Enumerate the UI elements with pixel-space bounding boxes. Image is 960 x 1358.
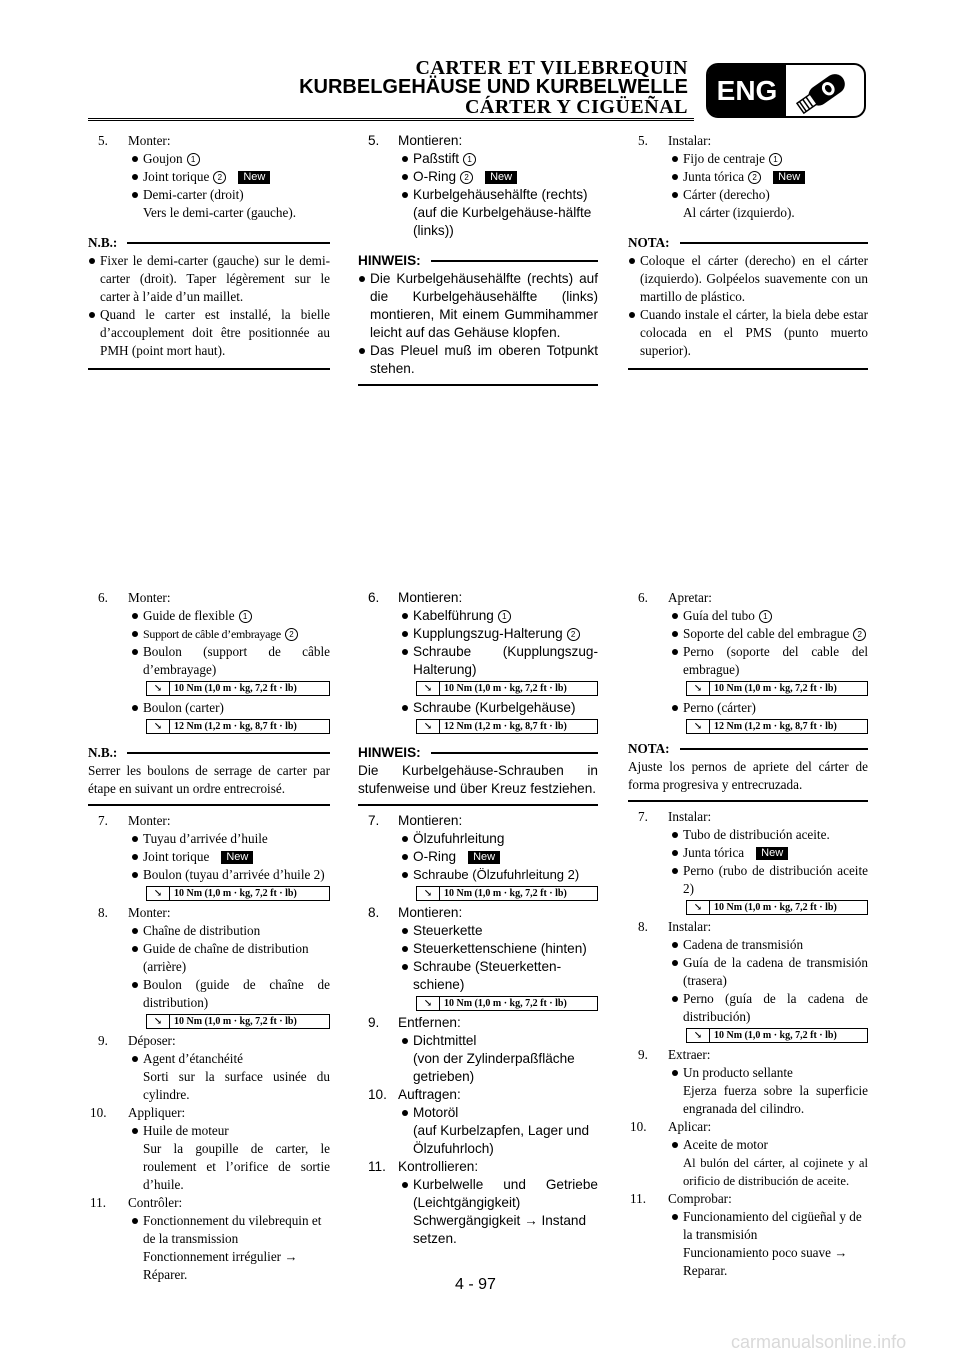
step-number: 5.: [98, 133, 108, 148]
torque-spec: ↘ 12 Nm (1,2 m · kg, 8,7 ft · lb): [146, 719, 330, 734]
spanish-section-top: [628, 132, 868, 370]
wrench-icon: ↘: [417, 887, 440, 900]
torque-spec: ↘ 10 Nm (1,0 m · kg, 7,2 ft · lb): [146, 886, 330, 901]
list-item: Perno (cárter): [683, 700, 756, 715]
list-item: Boulon (support de câble d’embrayage): [143, 644, 330, 677]
step-number: 8.: [368, 905, 380, 920]
list-item: Guide de chaîne de distribution (arrière): [143, 941, 309, 974]
note-item: Cuando instale el cárter, la biela debe estar colocada en el PMS (punto muerto superior).: [628, 306, 868, 360]
callout-ref: 1: [187, 153, 200, 166]
section-badge-label: ENG: [708, 65, 786, 116]
note-text: Serrer les boulons de serrage de carter par étape en suivant un ordre entrecroisé.: [88, 763, 330, 796]
list-subtext: Funcionamiento poco suave → Reparar.: [683, 1245, 848, 1278]
section-badge: [706, 63, 866, 118]
new-badge: New: [468, 851, 500, 864]
list-item: Schraube (Ölzufuhrleitung 2): [413, 867, 580, 882]
step-label: Montieren:: [398, 590, 463, 605]
list-subtext: Al bulón del cárter, al cojinete y al orificio de distribución de aceite.: [683, 1156, 868, 1188]
note-item: Die Kurbelgehäusehälfte (rechts) auf die Kurbelgehäusehälfte (links) montieren, Mit einem Gummihammer leicht auf das Gehäuse klopfen.: [358, 270, 598, 342]
list-item: Agent d’étanchéité: [143, 1051, 243, 1066]
list-subtext: (von der Zylinderpaßfläche getrieben): [413, 1051, 575, 1084]
step-number: 10.: [630, 1119, 647, 1134]
list-item: Junta tórica: [683, 169, 745, 184]
list-item: Ölzufuhrleitung: [413, 831, 505, 846]
callout-ref: 1: [463, 153, 476, 166]
step-number: 7.: [638, 809, 648, 824]
step-label: Appliquer:: [128, 1105, 186, 1120]
note-box: [628, 740, 868, 802]
note-item: Fixer le demi-carter (gauche) sur le demi-carter (droit). Taper légèrement sur le carter à l’aide d’un maillet.: [88, 252, 330, 306]
torque-spec: ↘ 10 Nm (1,0 m · kg, 7,2 ft · lb): [146, 1014, 330, 1029]
torque-spec: ↘ 12 Nm (1,2 m · kg, 8,7 ft · lb): [416, 719, 598, 734]
step-label: Montieren:: [398, 133, 463, 148]
torque-spec: ↘ 10 Nm (1,0 m · kg, 7,2 ft · lb): [686, 681, 868, 696]
list-item: Un producto sellante: [683, 1065, 793, 1080]
list-item: O-Ring: [413, 169, 457, 184]
callout-ref: 2: [460, 171, 473, 184]
list-item: Motoröl: [413, 1105, 459, 1120]
list-item: Perno (rubo de distribución aceite 2): [683, 863, 868, 896]
step-label: Monter:: [128, 813, 171, 828]
wrench-icon: ↘: [147, 720, 170, 733]
callout-ref: 1: [498, 610, 511, 623]
list-subtext: Schwergängigkeit → Instand setzen.: [413, 1213, 587, 1246]
list-item: Kurbelgehäusehälfte (rechts): [413, 187, 588, 202]
callout-ref: 2: [213, 171, 226, 184]
step-label: Auftragen:: [398, 1087, 461, 1102]
wrench-icon: ↘: [687, 901, 710, 914]
step-label: Déposer:: [128, 1033, 176, 1048]
list-subtext: Al cárter (izquierdo).: [683, 205, 795, 220]
step-number: 8.: [638, 919, 648, 934]
torque-spec: ↘ 10 Nm (1,0 m · kg, 7,2 ft · lb): [416, 886, 598, 901]
list-item: Funcionamiento del cigüeñal y de la transmisión: [683, 1209, 862, 1242]
note-item: Coloque el cárter (derecho) en el cárter (izquierdo). Golpéelos suavemente con un martillo de plástico.: [628, 252, 868, 306]
step-label: Monter:: [128, 905, 171, 920]
engine-icon: [786, 65, 864, 116]
list-subtext: Ejerza fuerza sobre la superficie engranada del cilindro.: [683, 1083, 868, 1116]
step-number: 5.: [368, 133, 380, 148]
list-item: Boulon (carter): [143, 700, 224, 715]
list-subtext: Sorti sur la surface usinée du cylindre.: [143, 1069, 330, 1102]
step-label: Kontrollieren:: [398, 1159, 479, 1174]
list-item: O-Ring: [413, 849, 457, 864]
list-item: Kurbelwelle und Getriebe (Leichtgängigkeit): [413, 1177, 598, 1210]
german-section-top: [358, 132, 598, 386]
torque-spec: ↘ 10 Nm (1,0 m · kg, 7,2 ft · lb): [146, 681, 330, 696]
list-item: Schraube (Kurbelgehäuse): [413, 700, 576, 715]
list-item: Goujon: [143, 151, 183, 166]
callout-ref: 2: [567, 628, 580, 641]
torque-spec: ↘ 10 Nm (1,0 m · kg, 7,2 ft · lb): [416, 681, 598, 696]
wrench-icon: ↘: [417, 720, 440, 733]
torque-spec: ↘ 10 Nm (1,0 m · kg, 7,2 ft · lb): [686, 1028, 868, 1043]
step-label: Instalar:: [668, 919, 712, 934]
list-item: Dichtmittel: [413, 1033, 477, 1048]
list-subtext: Sur la goupille de carter, le roulement et l’orifice de sortie d’huile.: [143, 1141, 330, 1192]
list-item: Fijo de centraje: [683, 151, 766, 166]
list-subtext: Vers le demi-carter (gauche).: [143, 205, 297, 220]
list-item: Kupplungszug-Halterung: [413, 626, 563, 641]
step-number: 9.: [638, 1047, 648, 1062]
page-header: [0, 0, 960, 130]
new-badge: New: [238, 171, 270, 184]
note-title: NOTA:: [628, 741, 670, 756]
step-label: Monter:: [128, 133, 171, 148]
note-box: [628, 234, 868, 370]
wrench-icon: ↘: [687, 682, 710, 695]
watermark-text: carmanualsonline.info: [731, 1332, 907, 1352]
step-label: Monter:: [128, 590, 171, 605]
title-german: KURBELGEHÄUSE UND KURBELWELLE: [299, 76, 688, 98]
step-label: Apretar:: [668, 590, 712, 605]
callout-ref: 2: [748, 171, 761, 184]
wrench-icon: ↘: [417, 997, 440, 1010]
note-title: HINWEIS:: [358, 253, 421, 268]
list-item: Cadena de transmisión: [683, 937, 804, 952]
callout-ref: 1: [759, 610, 772, 623]
list-item: Boulon (tuyau d’arrivée d’huile 2): [143, 867, 325, 882]
list-item: Tubo de distribución aceite.: [683, 827, 830, 842]
wrench-icon: ↘: [147, 887, 170, 900]
list-item: Guide de flexible: [143, 608, 235, 623]
list-item: Schraube (Kupplungszug-Halterung): [413, 644, 598, 677]
wrench-icon: ↘: [147, 1015, 170, 1028]
note-title: N.B.:: [88, 235, 118, 250]
step-label: Contrôler:: [128, 1195, 183, 1210]
list-item: Tuyau d’arrivée d’huile: [143, 831, 268, 846]
step-label: Instalar:: [668, 809, 712, 824]
list-item: Demi-carter (droit): [143, 187, 244, 202]
step-label: Instalar:: [668, 133, 712, 148]
step-label: Comprobar:: [668, 1191, 732, 1206]
list-item: Junta tórica: [683, 845, 745, 860]
note-item: Das Pleuel muß im oberen Totpunkt stehen.: [358, 342, 598, 378]
list-item: Chaîne de distribution: [143, 923, 261, 938]
note-title: HINWEIS:: [358, 745, 421, 760]
note-title: N.B.:: [88, 745, 118, 760]
german-section-bottom: [358, 589, 598, 1248]
torque-spec: ↘ 10 Nm (1,0 m · kg, 7,2 ft · lb): [416, 996, 598, 1011]
title-spanish: CÁRTER Y CIGÜEÑAL: [464, 96, 688, 118]
wrench-icon: ↘: [417, 682, 440, 695]
note-box: [358, 252, 598, 386]
list-item: Huile de moteur: [143, 1123, 229, 1138]
list-item: Perno (guía de la cadena de distribución): [683, 991, 868, 1024]
step-label: Extraer:: [668, 1047, 711, 1062]
callout-ref: 2: [285, 628, 298, 641]
note-item: Quand le carter est installé, la bielle d’accouplement doit être positionnée au PMH (point mort haut).: [88, 306, 330, 360]
step-number: 7.: [98, 813, 108, 828]
list-item: Paßstift: [413, 151, 460, 166]
step-number: 10.: [90, 1105, 107, 1120]
spanish-section-bottom: [628, 589, 868, 1280]
step-label: Entfernen:: [398, 1015, 461, 1030]
step-number: 7.: [368, 813, 380, 828]
step-label: Aplicar:: [668, 1119, 712, 1134]
title-french: CARTER ET VILEBREQUIN: [415, 57, 688, 79]
callout-ref: 1: [769, 153, 782, 166]
torque-spec: ↘ 12 Nm (1,2 m · kg, 8,7 ft · lb): [686, 719, 868, 734]
step-label: Montieren:: [398, 905, 463, 920]
step-number: 9.: [98, 1033, 108, 1048]
list-subtext: Fonctionnement irrégulier → Réparer.: [143, 1249, 298, 1282]
step-number: 5.: [638, 133, 648, 148]
step-label: Montieren:: [398, 813, 463, 828]
wrench-icon: ↘: [687, 720, 710, 733]
list-item: Fonctionnement du vilebrequin et de la transmission: [143, 1213, 322, 1246]
torque-spec: ↘ 10 Nm (1,0 m · kg, 7,2 ft · lb): [686, 900, 868, 915]
note-box: [88, 744, 330, 806]
list-item: Kabelführung: [413, 608, 494, 623]
step-number: 11.: [368, 1159, 386, 1174]
french-section-top: [88, 132, 330, 370]
list-item: Steuerkette: [413, 923, 483, 938]
list-item: Joint torique: [143, 849, 210, 864]
note-box: [358, 744, 598, 806]
new-badge: New: [221, 851, 253, 864]
note-title: NOTA:: [628, 235, 670, 250]
step-number: 6.: [98, 590, 108, 605]
page-number: 4 - 97: [455, 1276, 496, 1293]
list-item: Aceite de motor: [683, 1137, 768, 1152]
note-text: Die Kurbelgehäuse-Schrauben in stufenweise und über Kreuz festziehen.: [358, 763, 598, 796]
callout-ref: 2: [853, 628, 866, 641]
new-badge: New: [485, 171, 517, 184]
step-number: 9.: [368, 1015, 380, 1030]
list-item: Boulon (guide de chaîne de distribution): [143, 977, 330, 1010]
list-item: Guía del tubo: [683, 608, 755, 623]
step-number: 6.: [368, 590, 380, 605]
step-number: 6.: [638, 590, 648, 605]
list-subtext: (auf Kurbelzapfen, Lager und Ölzufuhrloch): [413, 1123, 590, 1156]
list-item: Cárter (derecho): [683, 187, 770, 202]
list-item: Steuerkettenschiene (hinten): [413, 941, 587, 956]
list-item: Joint torique: [143, 169, 210, 184]
list-item: Guía de la cadena de transmisión (trasera): [683, 955, 868, 988]
french-section-bottom: [88, 589, 330, 1284]
note-text: Ajuste los pernos de apriete del cárter de forma progresiva y entrecruzada.: [628, 759, 868, 792]
list-item: Support de câble d’embrayage: [143, 627, 281, 641]
step-number: 10.: [368, 1087, 387, 1102]
list-item: Soporte del cable del embrague: [683, 626, 850, 641]
list-item: Perno (soporte del cable del embrague): [683, 644, 868, 677]
wrench-icon: ↘: [687, 1029, 710, 1042]
step-number: 8.: [98, 905, 108, 920]
new-badge: New: [773, 171, 805, 184]
step-number: 11.: [630, 1191, 646, 1206]
note-box: [88, 234, 330, 370]
list-subtext: (auf die Kurbelgehäuse-hälfte (links)): [413, 205, 592, 238]
header-rule: [88, 118, 694, 121]
list-item: Schraube (Steuerketten-schiene): [413, 959, 562, 992]
callout-ref: 1: [239, 610, 252, 623]
step-number: 11.: [90, 1195, 106, 1210]
wrench-icon: ↘: [147, 682, 170, 695]
new-badge: New: [756, 847, 788, 860]
